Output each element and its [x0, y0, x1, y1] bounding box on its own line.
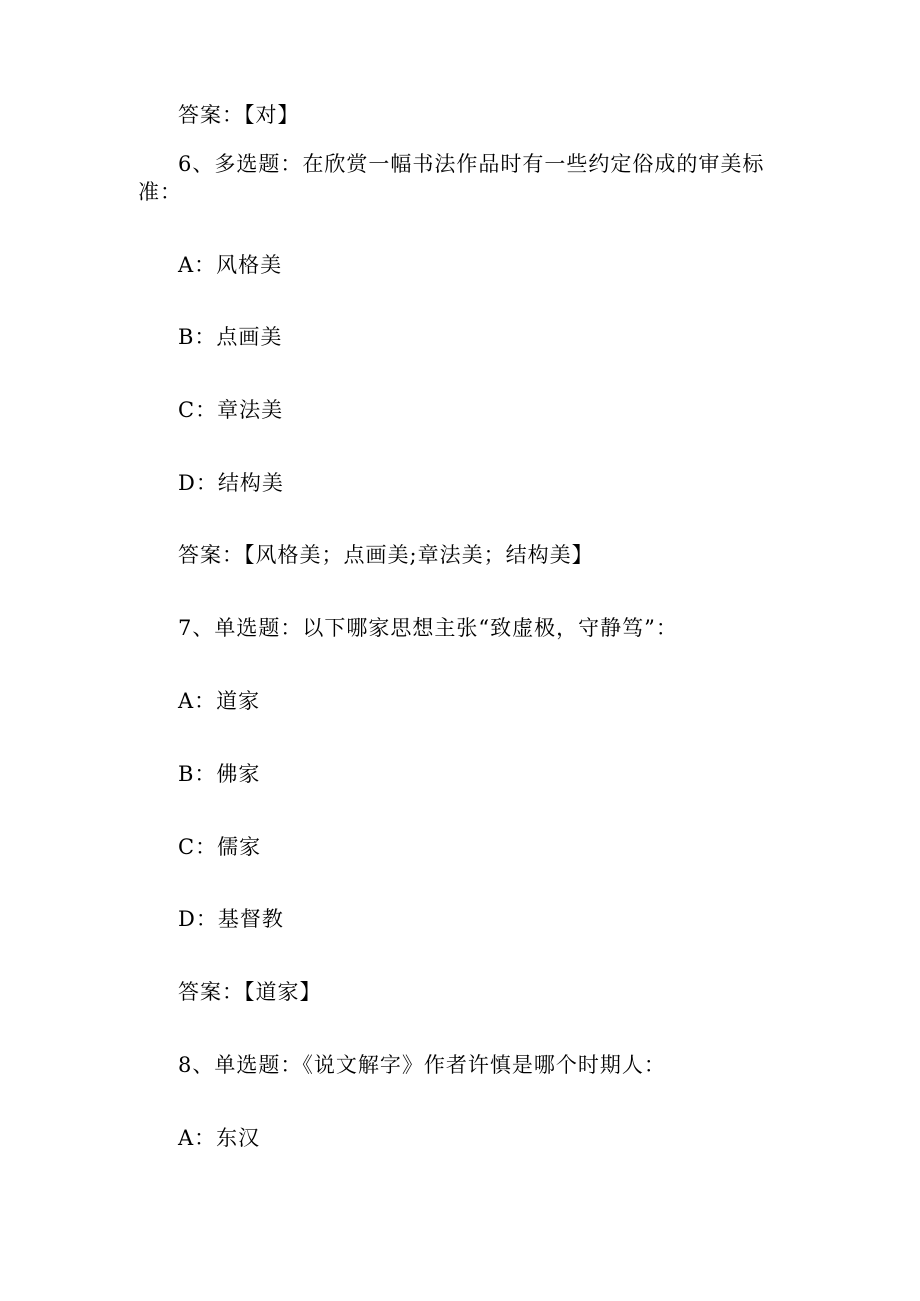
- q7-option-c: C：儒家: [178, 835, 262, 859]
- q6-option-a: A：风格美: [178, 253, 283, 277]
- q8-option-a: A：东汉: [178, 1126, 261, 1150]
- q8-question: 8、单选题：《说文解字》作者许慎是哪个时期人：: [178, 1053, 666, 1077]
- q6-answer: 答案：【风格美；点画美;章法美；结构美】: [178, 543, 594, 567]
- q7-option-a: A：道家: [178, 689, 261, 713]
- q6-question-line2: 准：: [138, 180, 182, 204]
- q5-answer: 答案：【对】: [178, 103, 300, 127]
- q6-option-b: B：点画美: [178, 325, 283, 349]
- q7-option-b: B：佛家: [178, 762, 261, 786]
- q6-option-c: C：章法美: [178, 398, 284, 422]
- q7-question: 7、单选题：以下哪家思想主张“致虚极，守静笃”：: [178, 616, 678, 640]
- q6-question-line1: 6、多选题：在欣赏一幅书法作品时有一些约定俗成的审美标: [178, 152, 765, 176]
- q7-option-d: D：基督教: [178, 907, 284, 931]
- q7-answer: 答案：【道家】: [178, 980, 322, 1004]
- q6-option-d: D：结构美: [178, 471, 284, 495]
